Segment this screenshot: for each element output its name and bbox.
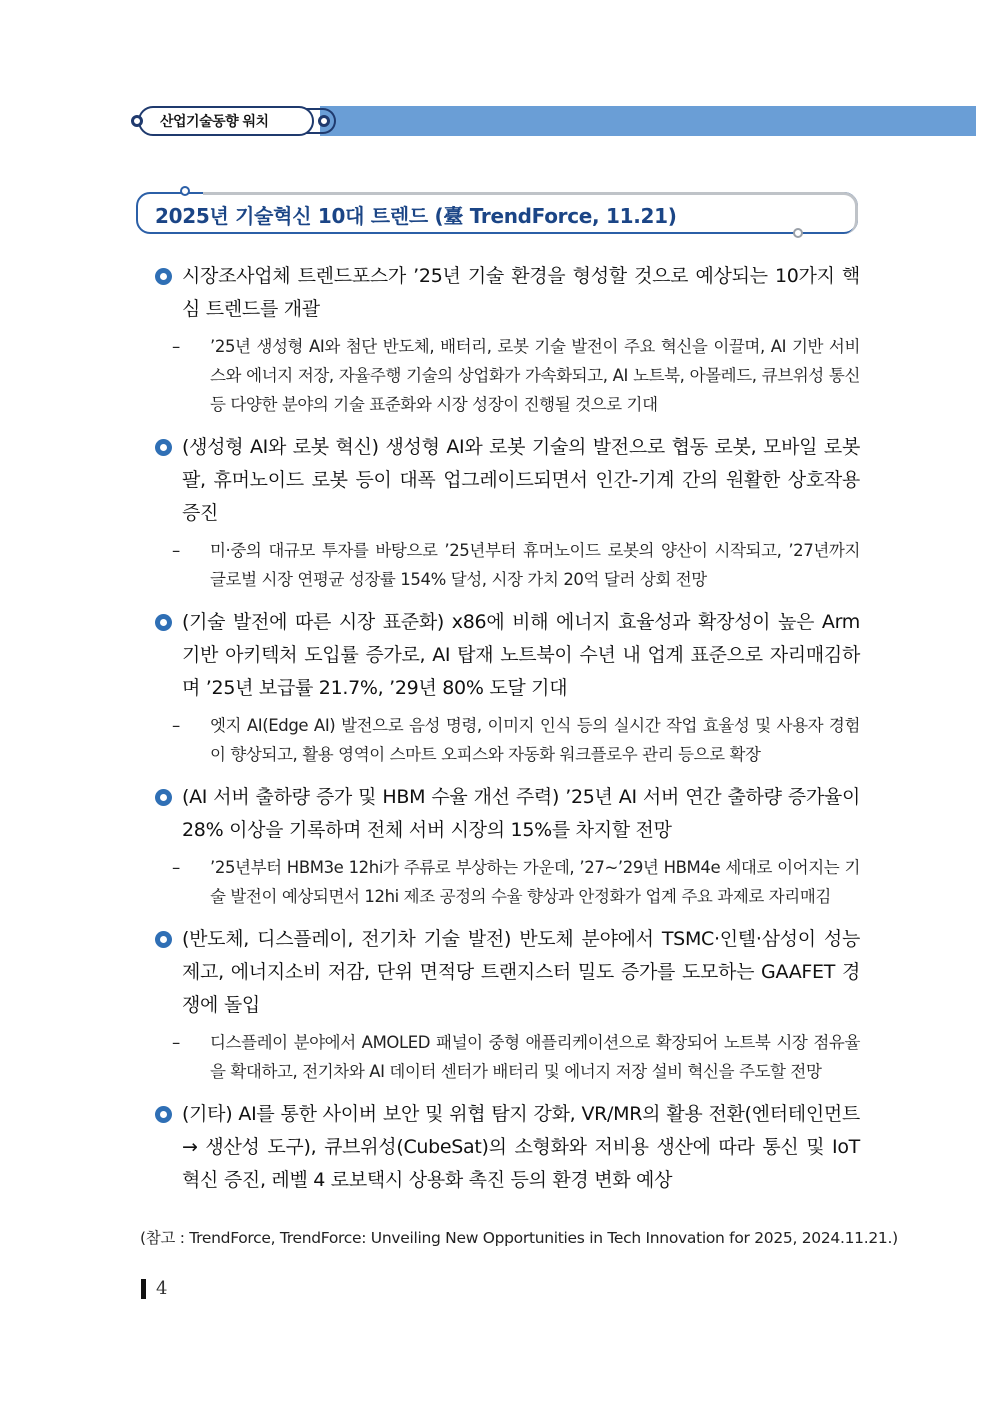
bullet-circle-icon bbox=[155, 268, 172, 285]
dash-marker: – bbox=[172, 858, 180, 877]
bullet-circle-icon bbox=[155, 931, 172, 948]
bullet-circle-icon bbox=[155, 1106, 172, 1123]
dash-marker: – bbox=[172, 337, 180, 356]
page-number-text: 4 bbox=[156, 1278, 168, 1299]
header-dot-left bbox=[131, 115, 143, 127]
section-title: 2025년 기술혁신 10대 트렌드 (臺 TrendForce, 11.21) bbox=[155, 204, 677, 228]
sub-text: 디스플레이 분야에서 AMOLED 패널이 중형 애플리케이션으로 확장되어 노트북 시장 점유율을 확대하고, 전기차와 AI 데이터 센터가 배터리 및 에너지 저장 설비 혁신을 주도할 전망 bbox=[210, 1033, 860, 1081]
sub-item bbox=[172, 853, 860, 911]
bullet-text: 시장조사업체 트렌드포스가 ’25년 기술 환경을 형성할 것으로 예상되는 10가지 핵심 트렌드를 개괄 bbox=[182, 265, 860, 320]
page-number bbox=[141, 1278, 167, 1299]
bullet-item bbox=[155, 606, 860, 705]
bullet-circle-icon bbox=[155, 614, 172, 631]
bullet-text: (AI 서버 출하량 증가 및 HBM 수율 개선 주력) ’25년 AI 서버 연간 출하량 증가율이 28% 이상을 기록하며 전체 서버 시장의 15%를 차지할 전망 bbox=[182, 786, 860, 841]
sub-item bbox=[172, 1028, 860, 1086]
sub-item bbox=[172, 711, 860, 769]
bullet-text: (생성형 AI와 로봇 혁신) 생성형 AI와 로봇 기술의 발전으로 협동 로봇, 모바일 로봇팔, 휴머노이드 로봇 등이 대폭 업그레이드되면서 인간-기계 간의 원활한 상호작용 증진 bbox=[182, 436, 860, 524]
bullet-item bbox=[155, 923, 860, 1022]
bullet-text: (기술 발전에 따른 시장 표준화) x86에 비해 에너지 효율성과 확장성이 높은 Arm 기반 아키텍처 도입률 증가로, AI 탑재 노트북이 수년 내 업계 표준으로 자리매김하며 ’25년 보급률 21.7%, ’29년 80% 도달 기대 bbox=[182, 611, 860, 699]
reference-note: (참고 : TrendForce, TrendForce: Unveiling New Opportunities in Tech Innovation for 2025, 2024.11.21.) bbox=[140, 1229, 898, 1247]
sub-text: ’25년 생성형 AI와 첨단 반도체, 배터리, 로봇 기술 발전이 주요 혁신을 이끌며, AI 기반 서비스와 에너지 저장, 자율주행 기술의 상업화가 가속화되고, AI 노트북, 아몰레드, 큐브위성 통신 등 다양한 분야의 기술 표준화와 시장 성장이 진행될 것으로 기대 bbox=[210, 337, 860, 414]
sub-text: ’25년부터 HBM3e 12hi가 주류로 부상하는 가운데, ’27~’29년 HBM4e 세대로 이어지는 기술 발전이 예상되면서 12hi 제조 공정의 수율 향상과 안정화가 업계 주요 과제로 자리매김 bbox=[210, 858, 860, 906]
bullet-item bbox=[155, 1098, 860, 1197]
dash-marker: – bbox=[172, 541, 180, 560]
sub-item bbox=[172, 332, 860, 419]
bullet-item bbox=[155, 781, 860, 847]
bullet-text: (반도체, 디스플레이, 전기차 기술 발전) 반도체 분야에서 TSMC·인텔·삼성이 성능 제고, 에너지소비 저감, 단위 면적당 트랜지스터 밀도 증가를 도모하는 GAAFET 경쟁에 돌입 bbox=[182, 928, 860, 1016]
bullet-circle-icon bbox=[155, 789, 172, 806]
dash-marker: – bbox=[172, 716, 180, 735]
header-label-text: 산업기술동향 워치 bbox=[160, 114, 269, 130]
header-band bbox=[320, 106, 976, 136]
page-bar-icon bbox=[141, 1279, 146, 1299]
bullet-item bbox=[155, 260, 860, 326]
bullet-text: (기타) AI를 통한 사이버 보안 및 위협 탐지 강화, VR/MR의 활용 전환(엔터테인먼트 → 생산성 도구), 큐브위성(CubeSat)의 소형화와 저비용 생산에 따라 통신 및 IoT 혁신 증진, 레벨 4 로보택시 상용화 촉진 등의 환경 변화 예상 bbox=[182, 1103, 860, 1191]
header-label bbox=[138, 106, 314, 136]
header-dot-right bbox=[318, 115, 330, 127]
content-body bbox=[155, 260, 860, 1197]
sub-text: 미·중의 대규모 투자를 바탕으로 ’25년부터 휴머노이드 로봇의 양산이 시작되고, ’27년까지 글로벌 시장 연평균 성장률 154% 달성, 시장 가치 20억 달러 상회 전망 bbox=[210, 541, 860, 589]
title-dot-top bbox=[180, 186, 190, 196]
dash-marker: – bbox=[172, 1033, 180, 1052]
bullet-item bbox=[155, 431, 860, 530]
bullet-circle-icon bbox=[155, 439, 172, 456]
sub-text: 엣지 AI(Edge AI) 발전으로 음성 명령, 이미지 인식 등의 실시간 작업 효율성 및 사용자 경험이 향상되고, 활용 영역이 스마트 오피스와 자동화 워크플로우 관리 등으로 확장 bbox=[210, 716, 860, 764]
title-dot-bottom bbox=[793, 228, 803, 238]
sub-item bbox=[172, 536, 860, 594]
